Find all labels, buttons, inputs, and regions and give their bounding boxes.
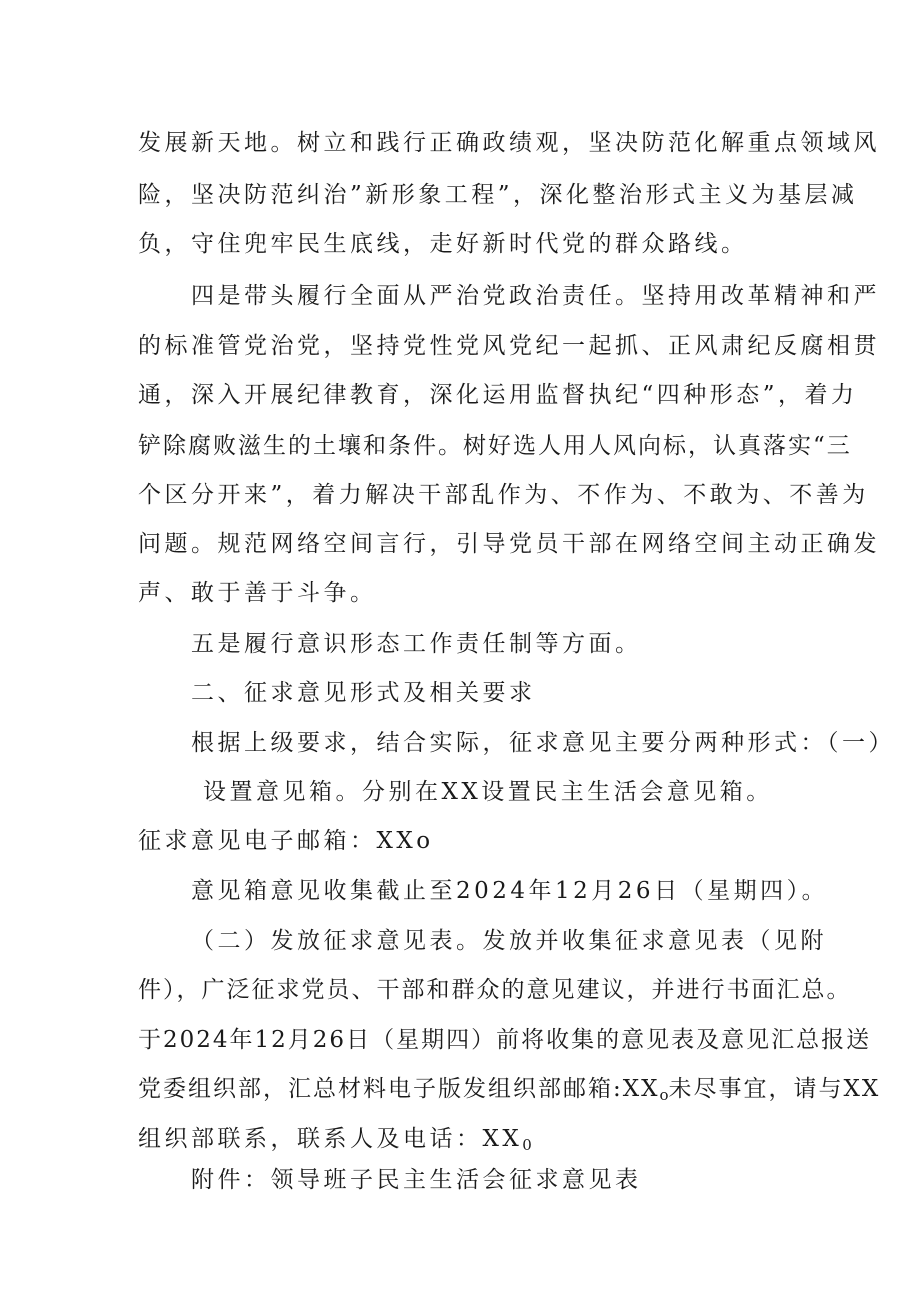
mailbox-setup: 设置意见箱。分别在XX设置民主生活会意见箱。	[203, 779, 773, 805]
attachment-line: 附件：领导班子民主生活会征求意见表	[191, 1167, 642, 1193]
email-line: 征求意见电子邮箱：XXo	[138, 828, 434, 854]
form-two-line	[138, 1124, 532, 1160]
form-two-line4-part2: 未尽事宜，请与XX	[668, 1076, 881, 1102]
point-four-line: 的标准管党治党，坚持党性党风党纪一起抓、正风肃纪反腐相贯	[138, 333, 880, 359]
point-four-line: 声、敢于善于斗争。	[138, 580, 377, 606]
point-four-line: 铲除腐败滋生的土壤和条件。树好选人用人风向标，认真落实“三	[138, 433, 852, 459]
point-four-line: 问题。规范网络空间言行，引导党员干部在网络空间主动正确发	[138, 531, 880, 557]
section-heading: 二、征求意见形式及相关要求	[191, 680, 536, 706]
form-two-line5-sub: 0	[522, 1136, 532, 1154]
form-two-line	[138, 1074, 880, 1110]
form-two-line5-part1: 组织部联系，联系人及电话：XX	[138, 1126, 523, 1152]
form-two-line4-sub: o	[659, 1086, 669, 1104]
point-four-line: 四是带头履行全面从严治党政治责任。坚持用改革精神和严	[191, 283, 880, 309]
deadline-line: 意见箱意见收集截止至2024年12月26日（星期四）。	[191, 878, 829, 904]
form-two-line: 于2024年12月26日（星期四）前将收集的意见表及意见汇总报送	[138, 1027, 872, 1053]
forms-intro: 根据上级要求，结合实际，征求意见主要分两种形式：（一）	[191, 730, 895, 756]
point-four-line: 个区分开来”，着力解决干部乱作为、不作为、不敢为、不善为	[138, 482, 869, 508]
point-four-line: 通，深入开展纪律教育，深化运用监督执纪“四种形态”，着力	[138, 382, 858, 408]
form-two-line: 件），广泛征求党员、干部和群众的意见建议，并进行书面汇总。	[138, 977, 852, 1003]
point-five: 五是履行意识形态工作责任制等方面。	[191, 631, 642, 657]
paragraph-line: 发展新天地。树立和践行正确政绩观，坚决防范化解重点领域风	[138, 130, 880, 156]
form-two-line4-part1: 党委组织部，汇总材料电子版发组织部邮箱:XX	[138, 1076, 660, 1102]
paragraph-line: 险，坚决防范纠治”新形象工程”，深化整治形式主义为基层减	[138, 182, 858, 208]
form-two-line: （二）发放征求意见表。发放并收集征求意见表（见附	[191, 928, 827, 954]
paragraph-line: 负，守住兜牢民生底线，走好新时代党的群众路线。	[138, 231, 748, 257]
